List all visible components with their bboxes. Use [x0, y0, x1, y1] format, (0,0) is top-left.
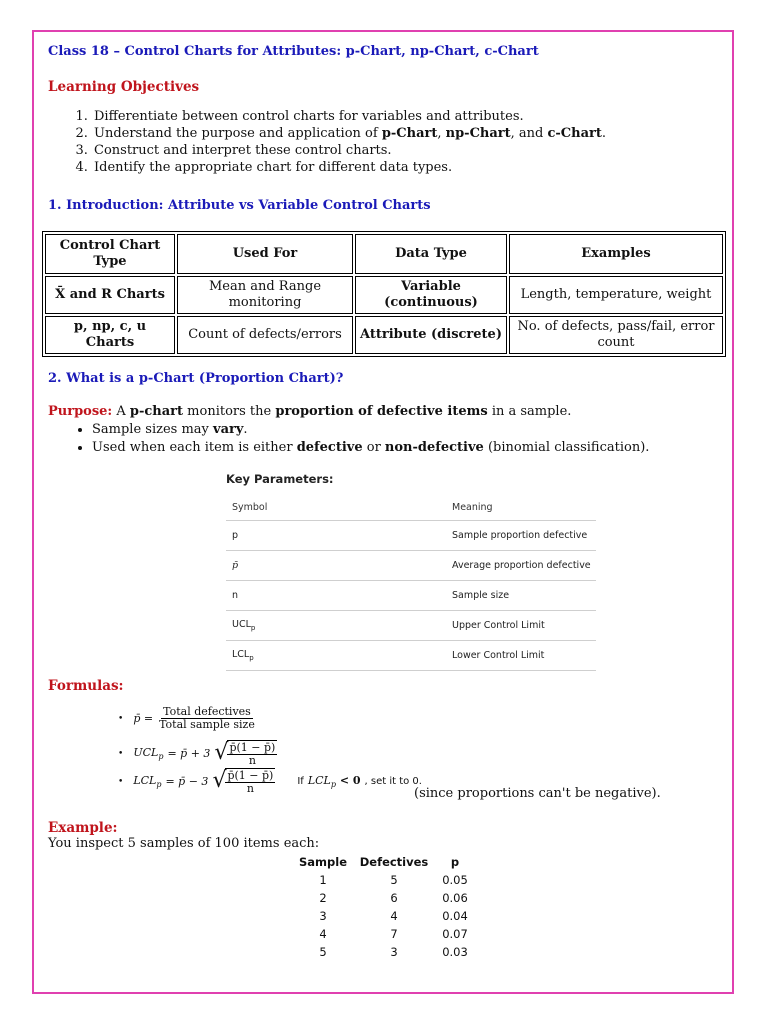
list-item: • Used when each item is either defective or non-defective (binomial classification).: [92, 439, 649, 457]
table-header-cell: Examples: [509, 234, 723, 274]
learning-objectives-heading: Learning Objectives: [48, 79, 200, 95]
table-header-row: [294, 853, 474, 871]
purpose-paragraph: Purpose: A p-chart monitors the proportion of defective items in a sample.: [48, 404, 572, 419]
chart-comparison-table: [42, 231, 726, 357]
page-title: Class 18 – Control Charts for Attributes: p-Chart, np-Chart, c-Chart: [48, 44, 539, 59]
section1-heading: 1. Introduction: Attribute vs Variable Control Charts: [48, 198, 431, 213]
sample-data-table: [294, 853, 474, 961]
objective-item: 3. Construct and interpret these control charts.: [92, 142, 606, 159]
objective-item: 1. Differentiate between control charts for variables and attributes.: [92, 108, 606, 125]
formulas-heading: Formulas:: [48, 678, 124, 694]
table-row: p Sample proportion defective: [226, 521, 596, 551]
table-cell: Length, temperature, weight: [509, 276, 723, 314]
table-row: $LCL_p$ Lower Control Limit: [226, 641, 596, 671]
table-header-row: [45, 234, 723, 274]
purpose-label: Purpose:: [48, 404, 113, 419]
table-row: [45, 276, 723, 314]
table-header-cell: Sample: [299, 855, 347, 869]
example-heading: Example:: [48, 820, 118, 836]
table-row: 2 6 0.06: [319, 891, 468, 905]
key-parameters-header: Symbol Meaning: [226, 494, 596, 521]
table-cell: Variable (continuous): [355, 276, 507, 314]
table-header-cell: Used For: [177, 234, 353, 274]
section2-heading: 2. What is a p-Chart (Proportion Chart)?: [48, 371, 344, 386]
purpose-bullets: [48, 421, 649, 456]
table-row: [45, 316, 723, 354]
key-parameters-title: Key Parameters:: [226, 472, 334, 486]
table-row: 1 5 0.05: [319, 873, 468, 887]
example-intro: You inspect 5 samples of 100 items each:: [48, 836, 320, 851]
learning-objectives-list: [48, 108, 606, 176]
table-cell: Count of defects/errors: [177, 316, 353, 354]
objective-item: 4. Identify the appropriate chart for different data types.: [92, 159, 606, 176]
table-row: p̄ Average proportion defective: [226, 551, 596, 581]
table-header-cell: Control Chart Type: [45, 234, 175, 274]
objective-item: 2. Understand the purpose and application of p-Chart, np-Chart, and c-Chart.: [92, 125, 606, 142]
table-row: n Sample size: [226, 581, 596, 611]
formula-ucl: • $UCL_p$ = p̄ + 3 √ $\frac{p̄(1 - p̄)}{n}$: [118, 740, 276, 767]
formula-lcl: • $LCL_p$ = p̄ − 3 √ $\frac{p̄(1 - p̄)}{n}$ If $LCL_p < 0$ , set it to 0.: [118, 768, 422, 795]
table-cell: X̄ and R Charts: [45, 276, 175, 314]
table-row: $UCL_p$ Upper Control Limit: [226, 611, 596, 641]
table-cell: Attribute (discrete): [355, 316, 507, 354]
table-row: 4 7 0.07: [319, 927, 468, 941]
table-header-cell: p: [450, 855, 460, 869]
table-cell: No. of defects, pass/fail, error count: [509, 316, 723, 354]
formula-pbar: • p̄ = $\frac{\text{Total defectives}}{\text{Total sample size}}$: [118, 705, 255, 731]
table-cell: p, np, c, u Charts: [45, 316, 175, 354]
list-item: • Sample sizes may vary.: [92, 421, 649, 439]
table-cell: Mean and Range monitoring: [177, 276, 353, 314]
key-parameters-table: [226, 472, 596, 671]
table-header-cell: Defectives: [359, 855, 429, 869]
table-header-cell: Data Type: [355, 234, 507, 274]
table-row: 3 4 0.04: [319, 909, 468, 923]
formula-note: (since proportions can't be negative).: [414, 786, 661, 801]
table-row: 5 3 0.03: [319, 945, 468, 959]
